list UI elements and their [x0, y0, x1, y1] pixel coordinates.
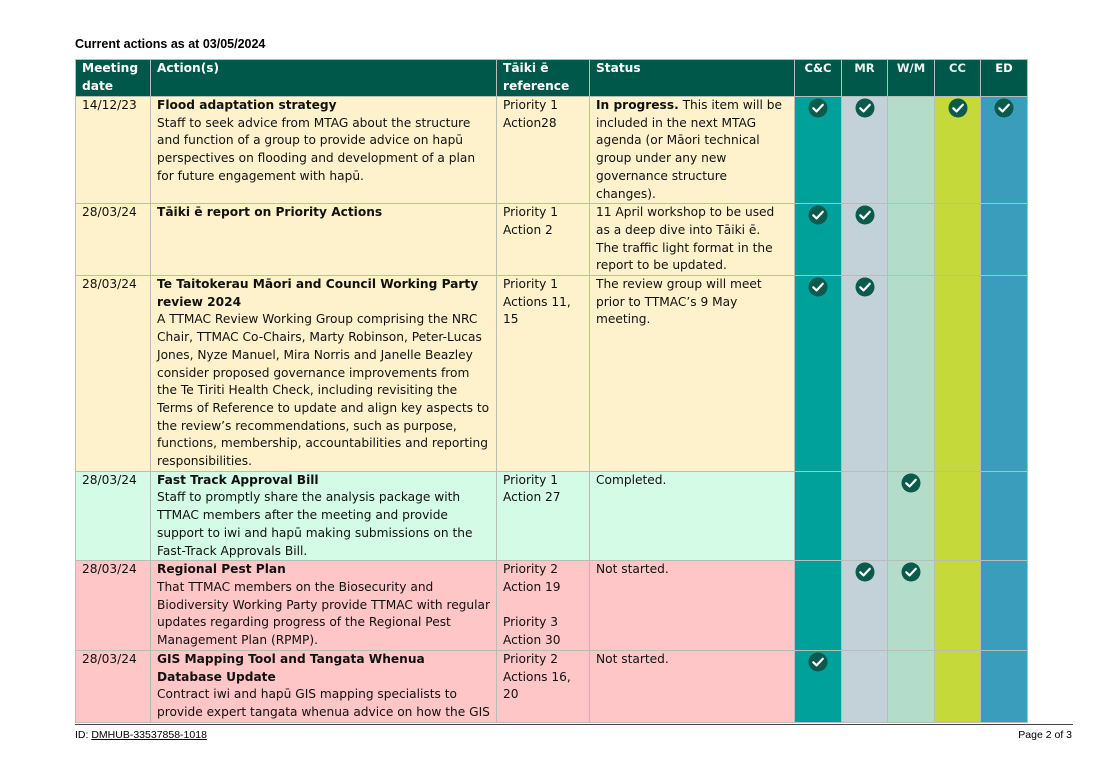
table-row: [76, 97, 1028, 204]
column-header-ed: ED: [981, 60, 1028, 97]
reference-text: Priority 3 Action 30: [503, 615, 561, 648]
check-icon: [855, 562, 875, 582]
reference-cell: Priority 2 Actions 16, 20: [497, 650, 590, 722]
flag-ed-cell: [981, 97, 1028, 204]
page-heading: Current actions as at 03/05/2024: [75, 37, 266, 51]
flag-mr-cell: [842, 561, 888, 651]
flag-cc-cell: [795, 276, 842, 472]
status-cell: Not started.: [590, 561, 795, 651]
action-title: Flood adaptation strategy: [157, 98, 337, 112]
meeting-date-cell: 28/03/24: [76, 471, 151, 561]
spacer: [503, 597, 583, 615]
action-description: That TTMAC members on the Biosecurity and Biodiversity Working Party provide TTMAC with regular updates regarding progress of the Regional Pest Management Plan (RPMP).: [157, 579, 491, 648]
footer-document-id: [75, 729, 207, 741]
table-row: [76, 561, 1028, 651]
page-number: Page 2 of 3: [1018, 729, 1072, 741]
action-cell: [151, 97, 497, 204]
action-title: Fast Track Approval Bill: [157, 472, 319, 487]
check-icon: [855, 205, 875, 225]
flag-ccc-cell: [935, 471, 981, 561]
column-header-reference: Tāiki ē reference: [497, 60, 590, 97]
action-cell: [151, 204, 497, 276]
flag-mr-cell: [842, 650, 888, 722]
flag-mr-cell: [842, 97, 888, 204]
actions-table: [75, 59, 1028, 723]
reference-cell: Priority 1 Action 27: [497, 471, 590, 561]
action-description: Staff to seek advice from MTAG about the structure and function of a group to provide advice on hapū perspectives on flooding and development of a plan for future engagement with hapū.: [157, 115, 476, 183]
check-icon: [855, 98, 875, 118]
flag-cc-cell: [795, 561, 842, 651]
column-header-mr: MR: [842, 60, 888, 97]
meeting-date-cell: 28/03/24: [76, 650, 151, 722]
flag-ed-cell: [981, 471, 1028, 561]
flag-ed-cell: [981, 650, 1028, 722]
meeting-date-cell: 28/03/24: [76, 204, 151, 276]
status-cell: [590, 97, 795, 204]
table-row: [76, 471, 1028, 561]
status-text: The traffic light format in the report to be updated.: [596, 240, 773, 273]
reference-cell: Priority 1 Action 2: [497, 204, 590, 276]
reference-text: Priority 2 Action 19: [503, 562, 561, 594]
flag-ccc-cell: [935, 204, 981, 276]
action-title: Te Taitokerau Māori and Council Working Party review 2024: [157, 277, 479, 309]
table-header-row: [76, 60, 1028, 97]
meeting-date-cell: 28/03/24: [76, 276, 151, 472]
check-icon: [994, 98, 1014, 118]
status-text: This item will be included in the next MTAG agenda (or Māori technical group under any new governance structure changes).: [596, 98, 782, 201]
column-header-ccc: CC: [935, 60, 981, 97]
action-title: Regional Pest Plan: [157, 562, 286, 577]
flag-wm-cell: [888, 650, 935, 722]
action-title: Tāiki ē report on Priority Actions: [157, 205, 383, 220]
flag-wm-cell: [888, 561, 935, 651]
flag-mr-cell: [842, 276, 888, 472]
flag-wm-cell: [888, 276, 935, 472]
check-icon: [901, 473, 921, 493]
flag-wm-cell: [888, 204, 935, 276]
status-cell: Not started.: [590, 650, 795, 722]
flag-cc-cell: [795, 650, 842, 722]
footer-divider: [75, 724, 1073, 725]
action-cell: [151, 471, 497, 561]
action-cell: [151, 561, 497, 651]
flag-ccc-cell: [935, 650, 981, 722]
action-description: Contract iwi and hapū GIS mapping specialists to provide expert tangata whenua advice on how the GIS: [157, 687, 490, 719]
table-row: [76, 650, 1028, 722]
flag-cc-cell: [795, 97, 842, 204]
action-description: Staff to promptly share the analysis package with TTMAC members after the meeting and provide support to iwi and hapū making submissions on the Fast-Track Approvals Bill.: [157, 490, 473, 558]
footer-id-label: ID:: [75, 729, 89, 741]
table-row: [76, 276, 1028, 472]
check-icon: [948, 98, 968, 118]
check-icon: [808, 98, 828, 118]
check-icon: [808, 652, 828, 672]
flag-mr-cell: [842, 204, 888, 276]
flag-cc-cell: [795, 471, 842, 561]
column-header-wm: W/M: [888, 60, 935, 97]
reference-cell: Priority 1 Action28: [497, 97, 590, 204]
reference-cell: Priority 1 Actions 11, 15: [497, 276, 590, 472]
meeting-date-cell: 28/03/24: [76, 561, 151, 651]
column-header-actions: Action(s): [151, 60, 497, 97]
flag-ccc-cell: [935, 276, 981, 472]
status-label: In progress.: [596, 98, 679, 112]
reference-cell: [497, 561, 590, 651]
document-id-link[interactable]: DMHUB-33537858-1018: [91, 729, 207, 741]
flag-cc-cell: [795, 204, 842, 276]
flag-ed-cell: [981, 561, 1028, 651]
column-header-status: Status: [590, 60, 795, 97]
flag-wm-cell: [888, 471, 935, 561]
column-header-cc: C&C: [795, 60, 842, 97]
check-icon: [808, 277, 828, 297]
check-icon: [901, 562, 921, 582]
flag-ed-cell: [981, 276, 1028, 472]
status-cell: The review group will meet prior to TTMAC’s 9 May meeting.: [590, 276, 795, 472]
action-title: GIS Mapping Tool and Tangata Whenua Database Update: [157, 651, 425, 684]
flag-wm-cell: [888, 97, 935, 204]
status-cell: Completed.: [590, 471, 795, 561]
meeting-date-cell: 14/12/23: [76, 97, 151, 204]
flag-ccc-cell: [935, 561, 981, 651]
status-text: 11 April workshop to be used as a deep dive into Tāiki ē.: [596, 205, 775, 237]
action-cell: [151, 650, 497, 722]
flag-mr-cell: [842, 471, 888, 561]
table-row: [76, 204, 1028, 276]
check-icon: [808, 205, 828, 225]
status-cell: [590, 204, 795, 276]
check-icon: [855, 277, 875, 297]
column-header-meeting-date: Meeting date: [76, 60, 151, 97]
flag-ed-cell: [981, 204, 1028, 276]
action-description: A TTMAC Review Working Group comprising the NRC Chair, TTMAC Co-Chairs, Marty Robinson, Peter-Lucas Jones, Nyze Manuel, Mira Norris and Janelle Beazley consider proposed governance improvements from the Te Tiriti Health Check, including revisiting the Terms of Reference to update and align key aspects to the review’s recommendations, such as purpose, functions, membership, accountabilities and reporting responsibilities.: [157, 312, 490, 469]
action-cell: [151, 276, 497, 472]
flag-ccc-cell: [935, 97, 981, 204]
